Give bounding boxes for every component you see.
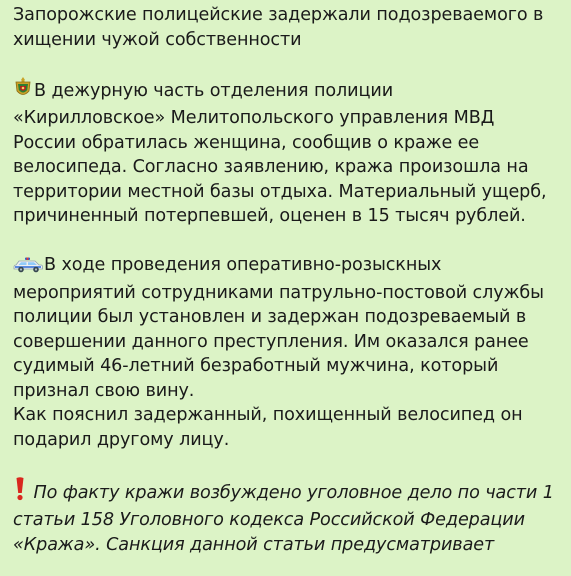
paragraph-1-text: В дежурную часть отделения полиции «Кирилловское» Мелитопольского управления МВД России обратилась женщина, сообщив о краже ее велосипеда. Согласно заявлению, кража произошла на территории местной базы отдыха. Материальный ущерб, причиненный потерпевшей, оценен в 15 тысяч рублей.	[13, 80, 547, 226]
exclamation-icon	[13, 477, 27, 509]
paragraph-spacer	[13, 452, 561, 477]
message-paragraph-2	[13, 253, 561, 452]
paragraph-spacer	[13, 52, 561, 77]
paragraph-2-text: В ходе проведения оперативно-розыскных мероприятий сотрудниками патрульно-постовой службы полиции был установлен и задержан подозреваемый в совершении данного преступления. Им оказался ранее судимый 46-летний безработный мужчина, который признал свою вину. Как пояснил задержанный, похищенный велосипед он подарил другому лицу.	[13, 255, 544, 450]
paragraph-3-text: По факту кражи возбуждено уголовное дело по части 1 статьи 158 Уголовного кодекса Российской Федерации «Кража». Санкция данной статьи предусматривает	[13, 482, 554, 555]
paragraph-spacer	[13, 229, 561, 254]
police-car-icon	[13, 256, 43, 281]
message-paragraph-3	[13, 477, 561, 558]
message-headline: Запорожские полицейские задержали подозреваемого в хищении чужой собственности	[13, 5, 544, 50]
message-paragraph-1	[13, 77, 561, 229]
police-emblem-icon	[13, 77, 33, 107]
